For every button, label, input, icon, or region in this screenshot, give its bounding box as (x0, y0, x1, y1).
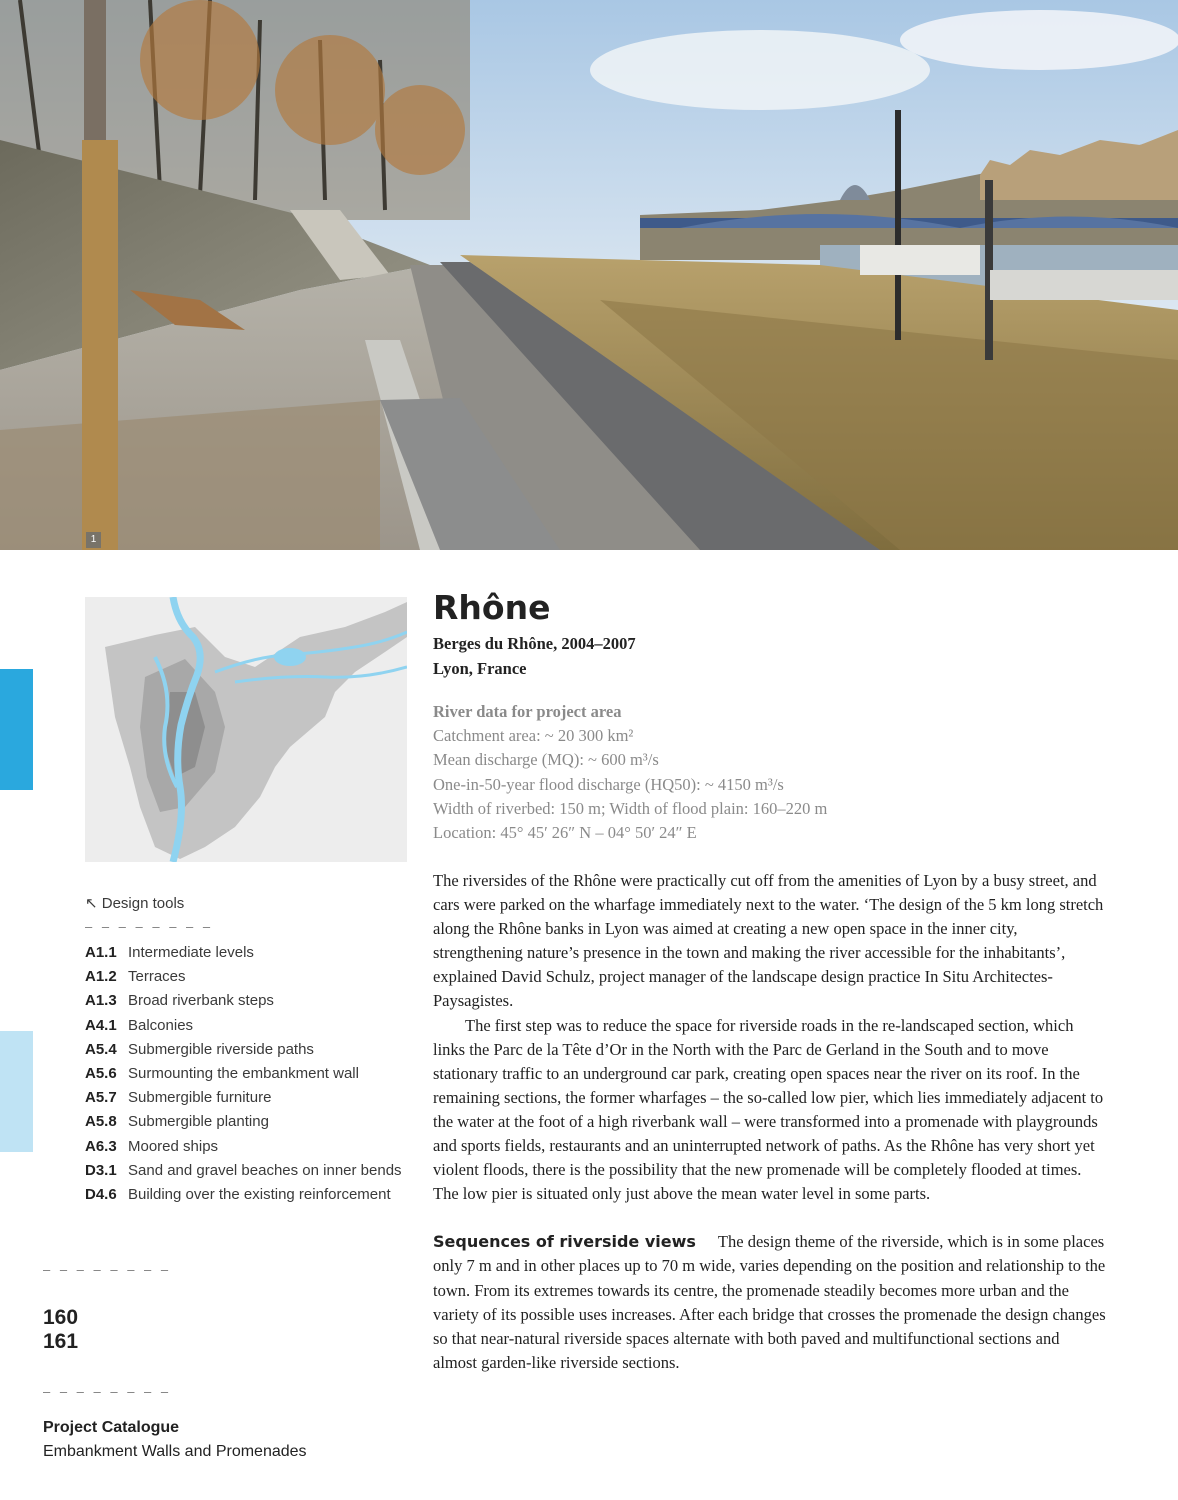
page-title: Rhône (433, 588, 551, 627)
chapter-tab-light (0, 1031, 33, 1152)
river-data (433, 700, 827, 845)
tool-code: D4.6 (85, 1186, 117, 1204)
tool-label: Broad riverbank steps (128, 992, 274, 1010)
design-tool-item (85, 1183, 402, 1207)
design-tool-item (85, 1159, 402, 1183)
sidebar-divider-top: – – – – – – – – (43, 1262, 172, 1277)
paragraph-3-text: The design theme of the riverside, which is in some places only 7 m and in other places up to 70 m wide, varies depending on the position and relationship to the town. From its extremes towards its centre, the promenade steadily becomes more urban and the variety of its possible uses increases. After each bridge that crosses the promenade the design changes so that near-natural riverside spaces alternate with both paved and multifunctional sections and almost garden-like riverside sections. (433, 1232, 1106, 1372)
tool-label: Submergible furniture (128, 1089, 272, 1107)
tool-label: Intermediate levels (128, 944, 254, 961)
project-subtitle: Berges du Rhône, 2004–2007 (433, 634, 636, 653)
page-number-left: 160 (43, 1306, 79, 1329)
riverside-promenade-image (0, 0, 1178, 550)
project-location: Lyon, France (433, 659, 527, 678)
design-tool-item (85, 1014, 402, 1038)
chapter-tab-blue (0, 669, 33, 790)
tool-label: Balconies (128, 1016, 194, 1034)
tool-label: Submergible riverside paths (128, 1040, 314, 1058)
tool-code: D3.1 (85, 1161, 117, 1179)
tool-code: A5.8 (85, 1113, 117, 1131)
design-tool-item (85, 989, 402, 1013)
paragraph-3 (433, 1230, 1107, 1375)
location-coordinates: Location: 45° 45′ 26″ N – 04° 50′ 24″ E (433, 823, 697, 843)
design-tools-heading (85, 894, 184, 912)
design-tool-item (85, 1135, 402, 1159)
design-tool-item (85, 1062, 402, 1086)
location-map (85, 597, 407, 862)
design-tool-item (85, 1038, 402, 1062)
mean-discharge: Mean discharge (MQ): ~ 600 m³/s (433, 750, 659, 770)
photo-number: 1 (86, 532, 101, 548)
tool-code: A1.3 (85, 992, 117, 1010)
tool-code: A5.4 (85, 1040, 117, 1058)
design-tool-item (85, 1086, 402, 1110)
tool-label: Surmounting the embankment wall (128, 1065, 359, 1083)
chapter-name: Embankment Walls and Promenades (43, 1443, 307, 1460)
sidebar-divider-bottom: – – – – – – – – (43, 1384, 172, 1399)
design-tools-label: Design tools (101, 895, 185, 912)
design-tools-divider: – – – – – – – – (85, 919, 214, 934)
tool-label: Terraces (128, 968, 186, 986)
section-heading: Sequences of riverside views (433, 1232, 696, 1252)
tool-code: A5.6 (85, 1065, 117, 1083)
design-tool-item (85, 965, 402, 989)
page-numbers (43, 1306, 78, 1354)
arrow-up-left-icon: ↖ (85, 895, 98, 912)
hero-photo (0, 0, 1178, 550)
river-data-heading: River data for project area (433, 702, 622, 721)
paragraph-2: The first step was to reduce the space for riverside roads in the re-landscaped section, which links the Parc de la Tête d’Or in the North with the Parc de Gerland in the South and to move stationary traffic to an underground car park, creating open spaces near the river on its roof. In the remaining sections, the former wharfages – the so-called low pier, which lies immediately adjacent to the water at the foot of a high riverbank wall – were transformed into a promenade with playgrounds and sports fields, restaurants and an uninterrupted network of paths. As the Rhône has very short yet violent floods, there is the possibility that the new promenade will be completely flooded at times. The low pier is situated only just above the mean water level in some parts. (433, 1015, 1104, 1204)
design-tool-item (85, 1110, 402, 1134)
tool-label: Sand and gravel beaches on inner bends (128, 1161, 402, 1179)
project-meta (433, 631, 636, 681)
paragraph-gap (433, 1206, 1107, 1230)
tool-code: A6.3 (85, 1137, 117, 1155)
tool-label: Submergible planting (128, 1113, 269, 1131)
page-number-right: 161 (43, 1330, 79, 1353)
catalogue-label (43, 1416, 307, 1464)
design-tools-list (85, 941, 402, 1207)
design-tool-item (85, 941, 402, 965)
lyon-river-map (85, 597, 407, 862)
catchment-area: Catchment area: ~ 20 300 km² (433, 726, 634, 746)
flood-discharge: One-in-50-year flood discharge (HQ50): ~ 4150 m³/s (433, 774, 784, 794)
tool-code: A5.7 (85, 1089, 117, 1107)
tool-code: A1.2 (85, 968, 117, 986)
tool-label: Building over the existing reinforcement (128, 1186, 391, 1204)
tool-label: Moored ships (128, 1137, 219, 1155)
section-name: Project Catalogue (43, 1419, 180, 1436)
body-text (433, 869, 1107, 1375)
tool-code: A1.1 (85, 944, 117, 961)
paragraph-1: The riversides of the Rhône were practically cut off from the amenities of Lyon by a busy street, and cars were parked on the wharfage immediately next to the water. ‘The design of the 5 km long stretch along the Rhône banks in Lyon was aimed at creating a new open space in the inner city, strengthening nature’s presence in the town and making the river accessible for the inhabitants’, explained David Schulz, project manager of the landscape design practice In Situ Architectes-Paysagistes. (433, 871, 1104, 1011)
riverbed-width: Width of riverbed: 150 m; Width of flood plain: 160–220 m (433, 798, 828, 818)
tool-code: A4.1 (85, 1016, 117, 1034)
